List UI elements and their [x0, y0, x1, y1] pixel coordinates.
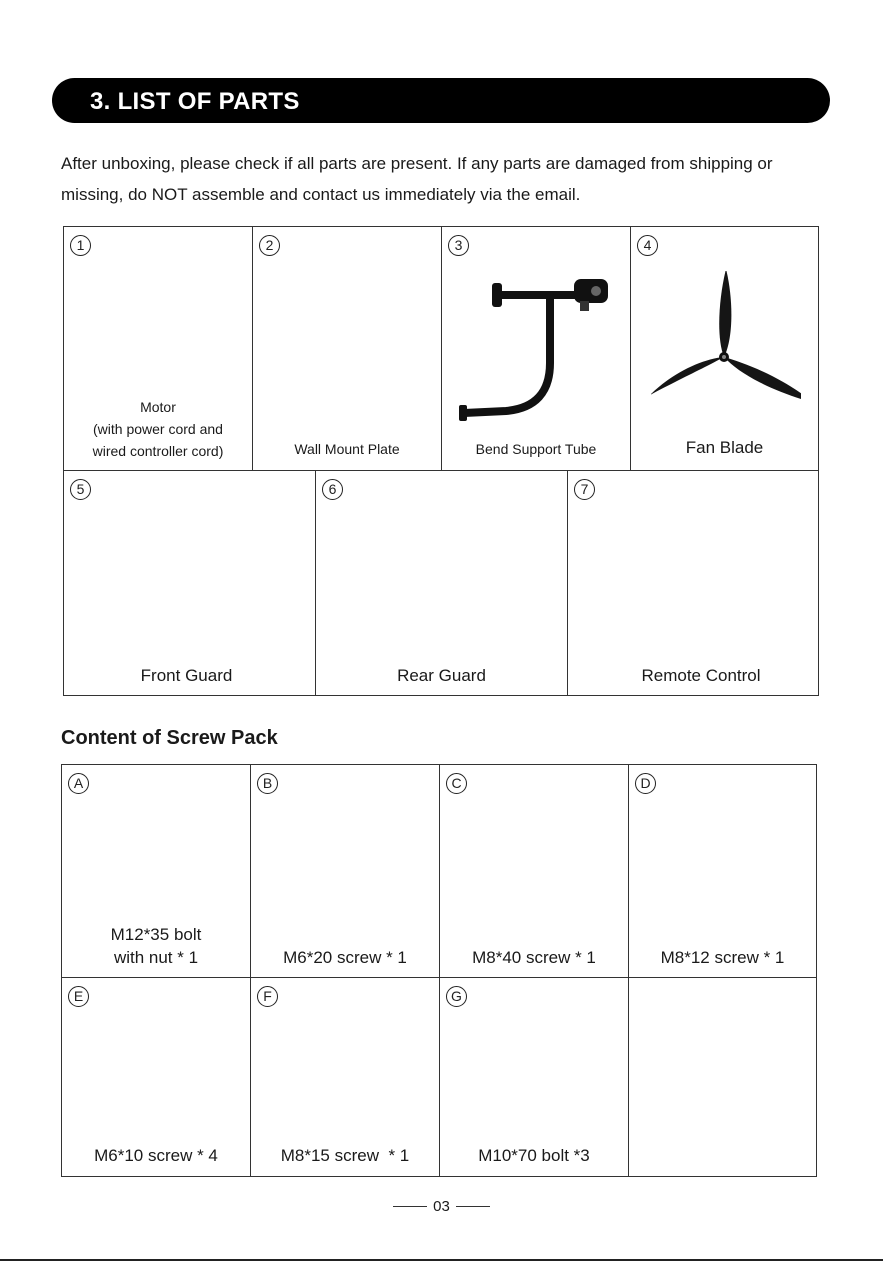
part-label: Rear Guard — [397, 666, 486, 685]
page-number: 03 — [433, 1197, 450, 1215]
screw-label: M8*12 screw * 1 — [660, 948, 785, 967]
screw-label: M8*40 screw * 1 — [472, 948, 596, 967]
part-cell-2 — [253, 227, 442, 471]
circled-number-icon: 5 — [70, 479, 91, 500]
circled-number-icon: 3 — [448, 235, 469, 256]
screw-label: M6*20 screw * 1 — [283, 948, 407, 967]
part-label: Remote Control — [641, 666, 761, 685]
circled-number-icon: 1 — [70, 235, 91, 256]
circled-letter-icon: G — [446, 986, 467, 1007]
part-label: Fan Blade — [685, 438, 764, 457]
bend-support-tube-icon — [456, 271, 616, 421]
part-cell-4 — [631, 227, 818, 471]
part-cell-6 — [316, 471, 568, 695]
circled-letter-icon: C — [446, 773, 467, 794]
screw-label: M6*10 screw * 4 — [94, 1146, 218, 1165]
screw-cell-empty — [629, 978, 816, 1176]
circled-number-icon: 2 — [259, 235, 280, 256]
part-label: Bend Support Tube — [475, 441, 597, 457]
screw-grid — [61, 764, 817, 1177]
circled-letter-icon: E — [68, 986, 89, 1007]
part-cell-7 — [568, 471, 818, 695]
screw-label: M12*35 bolt with nut * 1 — [110, 925, 202, 967]
footer-rule-right — [456, 1206, 490, 1207]
screw-cell-g — [440, 978, 629, 1176]
parts-grid — [63, 226, 819, 696]
page-footer — [0, 1196, 883, 1216]
intro-paragraph: After unboxing, please check if all parts are present. If any parts are damaged from shipping or missing, do NOT assemble and contact us immediately via the email. — [61, 154, 773, 204]
circled-number-icon: 6 — [322, 479, 343, 500]
part-label: Front Guard — [140, 666, 233, 685]
screw-cell-e — [62, 978, 251, 1176]
screw-cell-d — [629, 765, 816, 978]
circled-number-icon: 4 — [637, 235, 658, 256]
screw-label: M8*15 screw * 1 — [280, 1146, 410, 1165]
part-cell-3 — [442, 227, 631, 471]
screw-label: M10*70 bolt *3 — [478, 1146, 590, 1165]
footer-rule-left — [393, 1206, 427, 1207]
part-cell-5 — [64, 471, 316, 695]
section-title: 3. LIST OF PARTS — [90, 88, 300, 115]
circled-letter-icon: A — [68, 773, 89, 794]
part-cell-1 — [64, 227, 253, 471]
screw-cell-a — [62, 765, 251, 978]
circled-number-icon: 7 — [574, 479, 595, 500]
part-label: Motor (with power cord and wired controller cord) — [92, 399, 224, 459]
screw-pack-title: Content of Screw Pack — [61, 727, 278, 749]
screw-cell-c — [440, 765, 629, 978]
circled-letter-icon: B — [257, 773, 278, 794]
circled-letter-icon: F — [257, 986, 278, 1007]
circled-letter-icon: D — [635, 773, 656, 794]
screw-cell-b — [251, 765, 440, 978]
section-banner — [52, 78, 830, 123]
fan-blade-icon — [651, 271, 801, 406]
part-label: Wall Mount Plate — [294, 441, 400, 457]
screw-cell-f — [251, 978, 440, 1176]
